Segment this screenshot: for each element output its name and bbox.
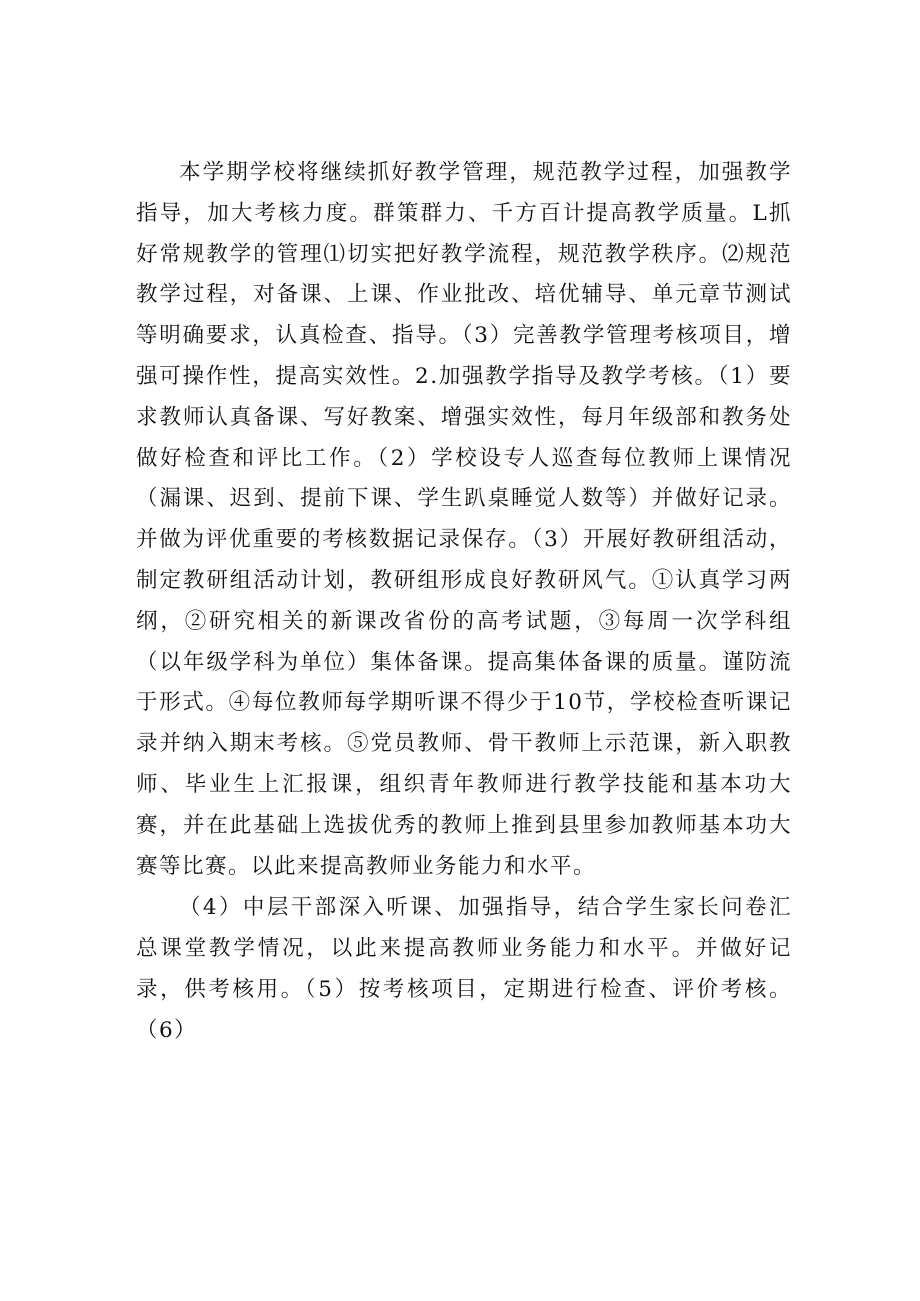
- paragraph-middle-management: （4）中层干部深入听课、加强指导，结合学生家长问卷汇总课堂教学情况，以此来提高教师业务能力和水平。并做好记录，供考核用。（5）按考核项目，定期进行检查、评价考核。（6）: [136, 895, 792, 1043]
- paragraph-teaching-management: 本学期学校将继续抓好教学管理，规范教学过程，加强教学指导，加大考核力度。群策群力、千方百计提高教学质量。L抓好常规教学的管理⑴切实把好教学流程，规范教学秩序。⑵规范教学过程，对备课、上课、作业批改、培优辅导、单元章节测试等明确要求，认真检查、指导。（3）完善教学管理考核项目，增强可操作性，提高实效性。2.加强教学指导及教学考核。（1）要求教师认真备课、写好教案、增强实效性，每月年级部和教务处做好检查和评比工作。（2）学校设专人巡查每位教师上课情况（漏课、迟到、提前下课、学生趴桌睡觉人数等）并做好记录。并做为评优重要的考核数据记录保存。（3）开展好教研组活动，制定教研组活动计划，教研组形成良好教研风气。①认真学习两纲，②研究相关的新课改省份的高考试题，③每周一次学科组（以年级学科为单位）集体备课。提高集体备课的质量。谨防流于形式。④每位教师每学期听课不得少于10节，学校检查听课记录并纳入期末考核。⑤党员教师、骨干教师上示范课，新入职教师、毕业生上汇报课，组织青年教师进行教学技能和基本功大赛，并在此基础上选拔优秀的教师上推到县里参加教师基本功大赛等比赛。以此来提高教师业务能力和水平。: [136, 160, 792, 879]
- document-body: [136, 153, 792, 1052]
